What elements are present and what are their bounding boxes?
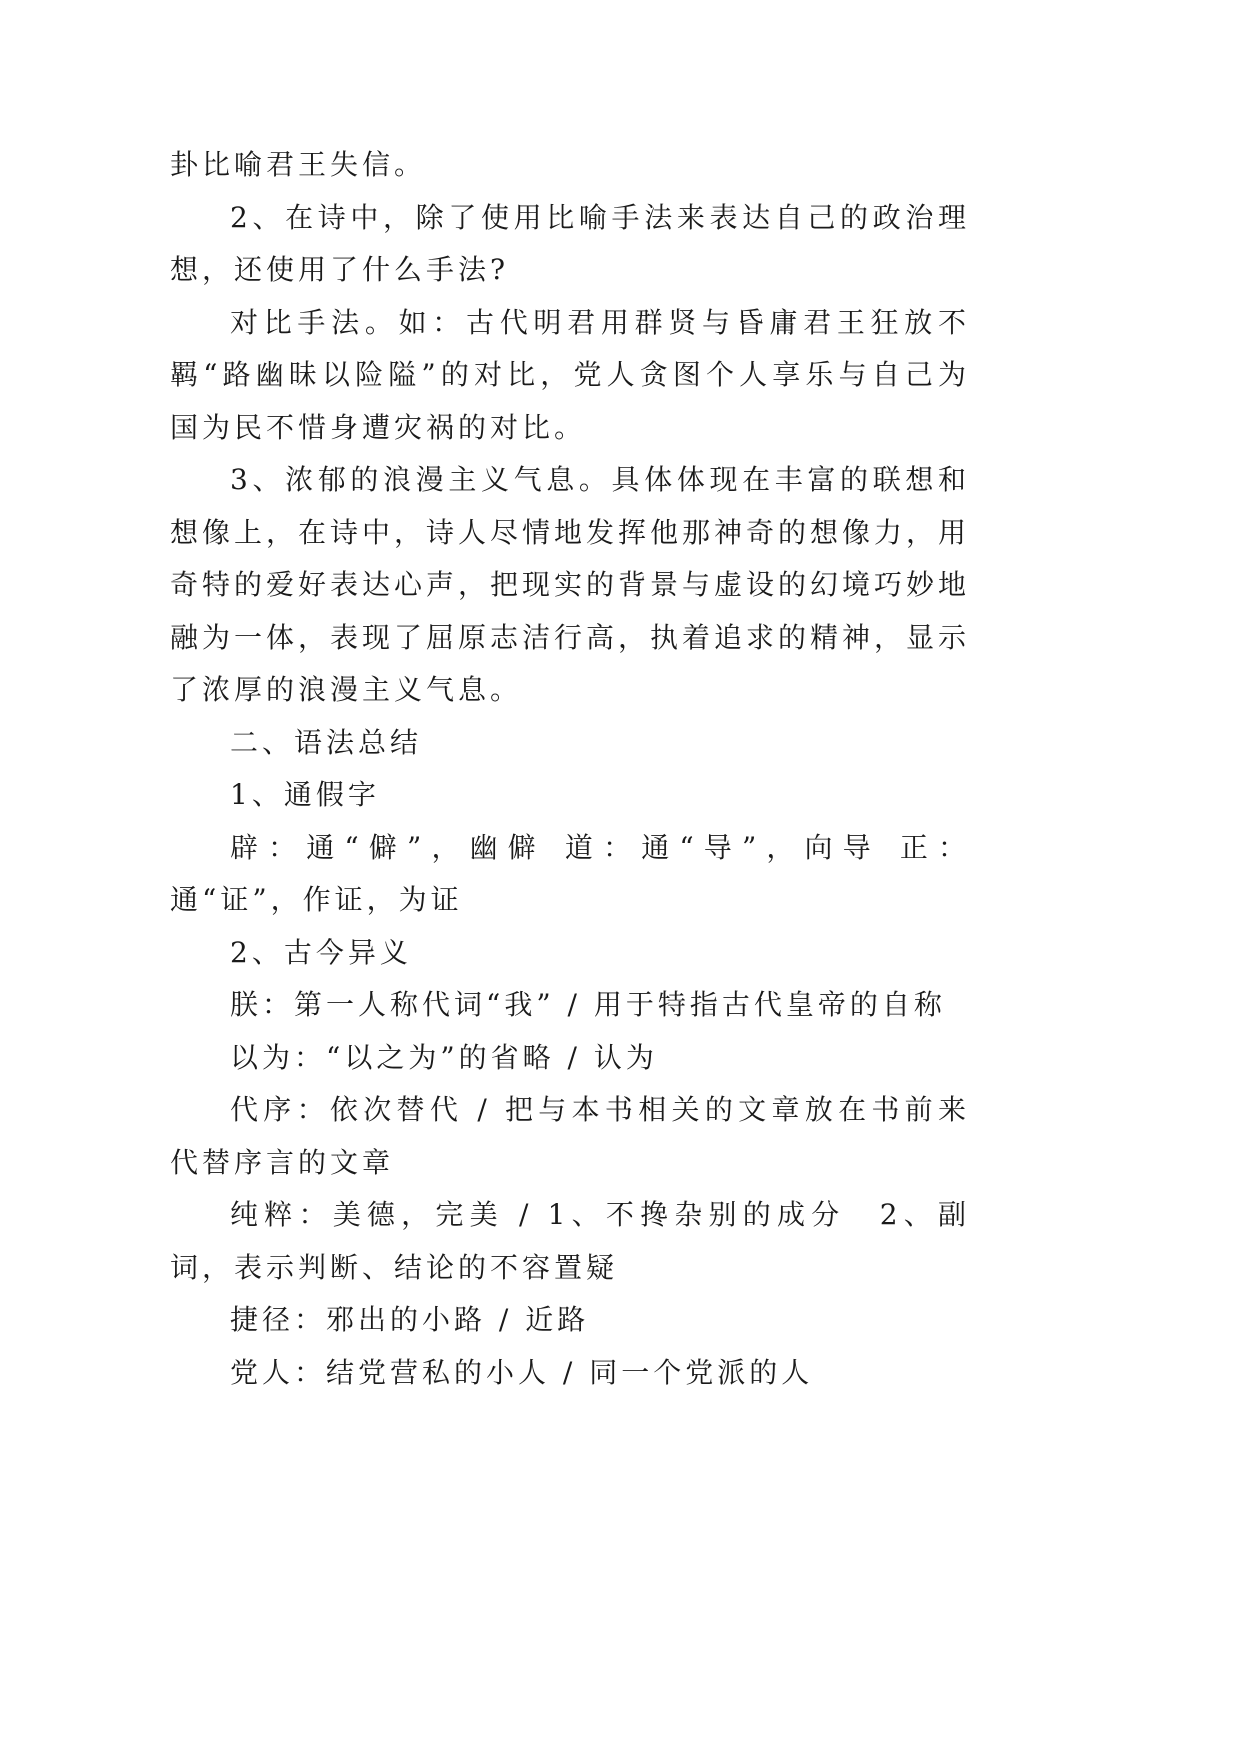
list-item-chuncui: 纯粹：美德，完美 / 1、不搀杂别的成分 2、副词，表示判断、结论的不容置疑 xyxy=(170,1198,970,1284)
paragraph-tongjia-items: 辟：通“僻”，幽僻 道：通“导”，向导 正：通“证”，作证，为证 xyxy=(170,830,970,916)
list-item-yiwei: 以为：“以之为”的省略 / 认为 xyxy=(230,1040,658,1074)
list-item-jiejing: 捷径：邪出的小路 / 近路 xyxy=(230,1303,590,1336)
list-item-daixu: 代序：依次替代 / 把与本书相关的文章放在书前来代替序言的文章 xyxy=(170,1093,970,1179)
list-item-dangren: 党人：结党营私的小人 / 同一个党派的人 xyxy=(230,1355,814,1389)
list-item-zhen: 朕：第一人称代词“我” / 用于特指古代皇帝的自称 xyxy=(230,988,946,1021)
subheading-tongjia: 1、通假字 xyxy=(230,778,380,811)
paragraph-contrast-answer: 对比手法。如：古代明君用群贤与昏庸君王狂放不羁“路幽昧以险隘”的对比，党人贪图个人享乐与自己为国为民不惜身遭灾祸的对比。 xyxy=(170,305,970,444)
paragraph-continuation: 卦比喻君王失信。 xyxy=(170,148,427,181)
paragraph-romanticism: 3、浓郁的浪漫主义气息。具体体现在丰富的联想和想像上，在诗中，诗人尽情地发挥他那神奇的想像力，用奇特的爱好表达心声，把现实的背景与虚设的幻境巧妙地融为一体，表现了屈原志洁行高，执着追求的精神，显示了浓厚的浪漫主义气息。 xyxy=(170,463,971,706)
section-heading-grammar: 二、语法总结 xyxy=(230,725,423,759)
paragraph-question-2: 2、在诗中，除了使用比喻手法来表达自己的政治理想，还使用了什么手法? xyxy=(170,200,970,286)
subheading-gujin-yiyi: 2、古今异义 xyxy=(230,935,412,969)
document-page xyxy=(170,139,970,1399)
